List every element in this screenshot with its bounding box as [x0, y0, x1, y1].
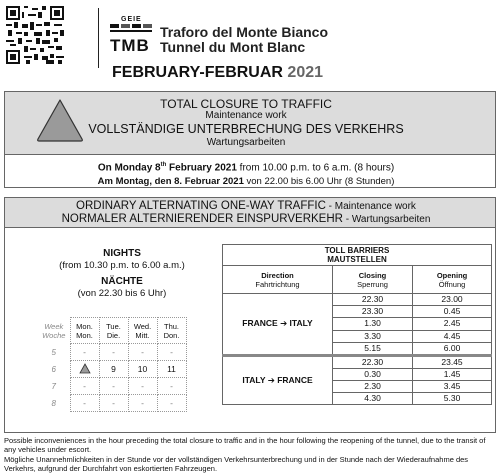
nights-title-en: NIGHTS — [103, 248, 141, 259]
toll-body — [223, 294, 492, 405]
closure-date-en-rest: from 10.00 p.m. to 6 a.m. (8 hours) — [236, 162, 395, 174]
toll-opening-time: 0.45 — [413, 306, 492, 318]
header-divider — [98, 8, 99, 68]
title-italian: Traforo del Monte Bianco — [160, 24, 329, 40]
day-label-de: Die. — [106, 330, 121, 340]
nights-hours-de: (von 22.30 bis 6 Uhr) — [77, 288, 167, 299]
closure-title-en: TOTAL CLOSURE TO TRAFFIC — [160, 97, 332, 111]
toll-direction: FRANCE ➔ ITALY — [223, 294, 333, 356]
toll-closing-time: 2.30 — [333, 380, 413, 392]
calendar-cell: - — [128, 378, 157, 395]
closure-sub-de: Wartungsarbeiten — [206, 137, 286, 148]
month-heading — [112, 64, 323, 82]
toll-title-row — [223, 245, 492, 266]
month-label: FEBRUARY-FEBRUAR — [112, 64, 283, 81]
calendar-week-number: 5 — [51, 347, 56, 357]
toll-closing-time: 5.15 — [333, 342, 413, 355]
col-closing-de: Sperrung — [357, 279, 388, 289]
logo-tmb: TMB — [110, 36, 150, 55]
calendar-cell: 10 — [128, 361, 157, 378]
calendar-cell: - — [70, 395, 99, 412]
toll-opening-time: 3.45 — [413, 380, 492, 392]
calendar-row — [38, 378, 186, 395]
calendar-cell: - — [157, 344, 186, 361]
calendar-cell: - — [70, 344, 99, 361]
day-label-en: Tue. — [106, 321, 121, 331]
title-french: Tunnel du Mont Blanc — [160, 39, 306, 55]
toll-closing-time: 1.30 — [333, 318, 413, 330]
closure-title-de: VOLLSTÄNDIGE UNTERBRECHUNG DES VERKEHRS — [88, 122, 404, 136]
toll-title-en: TOLL BARRIERS — [324, 246, 390, 255]
closure-date-en-bold2: February 2021 — [166, 162, 237, 174]
toll-opening-time: 2.45 — [413, 318, 492, 330]
calendar-cell: - — [128, 395, 157, 412]
day-label-de: Don. — [163, 330, 180, 340]
week-label-en: Week — [44, 321, 64, 331]
toll-table — [222, 244, 492, 405]
toll-closing-time: 22.30 — [333, 355, 413, 368]
calendar-week-number: 6 — [51, 364, 56, 374]
closure-date-en-bold: On Monday 8 — [97, 162, 161, 174]
col-opening — [413, 266, 492, 294]
toll-barriers — [222, 244, 492, 405]
toll-closing-time: 4.30 — [333, 393, 413, 405]
calendar-day-header — [128, 318, 157, 344]
calendar-day-header — [99, 318, 128, 344]
alternating-title-de — [0, 213, 492, 225]
toll-opening-time: 1.45 — [413, 368, 492, 380]
calendar-cell: 9 — [99, 361, 128, 378]
calendar-cell: - — [128, 344, 157, 361]
closure-sub-en: Maintenance work — [205, 110, 287, 121]
calendar-week-number: 7 — [51, 381, 56, 391]
closure-date-de-bold: Am Montag, den 8. Februar 2021 — [97, 176, 244, 187]
col-direction-de: Fahrtrichtung — [255, 279, 300, 289]
toll-direction: ITALY ➔ FRANCE — [223, 355, 333, 405]
closure-date-de-rest: von 22.00 bis 6.00 Uhr (8 Stunden) — [243, 176, 395, 187]
calendar-row — [38, 344, 186, 361]
col-opening-en: Opening — [436, 270, 468, 280]
toll-closing-time: 0.30 — [333, 368, 413, 380]
toll-closing-time: 3.30 — [333, 330, 413, 342]
toll-opening-time: 4.45 — [413, 330, 492, 342]
closure-date-en-sup: th — [160, 162, 167, 168]
qr-code-icon — [6, 6, 64, 64]
toll-opening-time: 6.00 — [413, 342, 492, 355]
col-closing — [333, 266, 413, 294]
calendar-cell: 11 — [157, 361, 186, 378]
warning-triangle-icon — [79, 363, 91, 374]
calendar-week-header — [38, 318, 70, 344]
calendar-header-row — [38, 318, 186, 344]
closure-date-en — [0, 162, 492, 173]
alternating-title-en-sub: - Maintenance work — [325, 201, 416, 212]
calendar-cell: - — [70, 378, 99, 395]
day-label-de: Mitt. — [135, 330, 150, 340]
alternating-title-en-main: ORDINARY ALTERNATING ONE-WAY TRAFFIC — [76, 200, 326, 212]
calendar-week-number: 8 — [51, 398, 56, 408]
nights-hours-en: (from 10.30 p.m. to 6.00 a.m.) — [59, 260, 185, 271]
toll-title-de: MAUTSTELLEN — [327, 255, 387, 264]
calendar-cell: - — [157, 395, 186, 412]
calendar-day-header — [70, 318, 99, 344]
calendar-row — [38, 361, 186, 378]
nights-title-de: NÄCHTE — [101, 276, 143, 287]
toll-row — [223, 294, 492, 306]
toll-closing-time: 22.30 — [333, 294, 413, 306]
day-label-en: Wed. — [133, 321, 152, 331]
calendar-cell: - — [99, 395, 128, 412]
toll-row — [223, 355, 492, 368]
footer-note-de: Mögliche Unannehmlichkeiten in der Stunde vor der vollständigen Verkehrsunterbrechung und in der Stunde nach der Wiederaufnahme des Verkehrs, aufgrund der Durchfahrt von eskortierten Fahrzeugen. — [4, 455, 469, 473]
toll-header-row — [223, 266, 492, 294]
toll-opening-time: 23.45 — [413, 355, 492, 368]
toll-closing-time: 23.30 — [333, 306, 413, 318]
col-closing-en: Closing — [358, 270, 387, 280]
calendar-cell: - — [99, 344, 128, 361]
col-direction-en: Direction — [261, 270, 294, 280]
toll-opening-time: 23.00 — [413, 294, 492, 306]
day-label-de: Mon. — [76, 330, 93, 340]
nights-calendar — [38, 317, 194, 412]
alternating-title-en — [0, 200, 492, 212]
footer-note-en: Possible inconveniences in the hour preceding the total closure to traffic and in the hour following the reopening of the tunnel, due to the transit of any vehicles under escort. — [4, 436, 486, 454]
calendar-cell: - — [99, 378, 128, 395]
week-label-de: Woche — [42, 330, 66, 340]
calendar-cell: - — [157, 378, 186, 395]
calendar-table — [38, 317, 187, 412]
toll-opening-time: 5.30 — [413, 393, 492, 405]
logo-graphic — [110, 24, 154, 34]
col-direction — [223, 266, 333, 294]
year-label: 2021 — [287, 64, 324, 81]
alternating-title-de-sub: - Wartungsarbeiten — [342, 214, 431, 225]
calendar-cell-closure — [70, 361, 99, 378]
calendar-day-header — [157, 318, 186, 344]
alternating-title-de-main: NORMALER ALTERNIERENDER EINSPURVERKEHR — [61, 213, 343, 225]
day-label-en: Thu. — [163, 321, 179, 331]
col-opening-de: Öffnung — [438, 279, 466, 289]
calendar-row — [38, 395, 186, 412]
closure-date-de — [0, 176, 492, 187]
day-label-en: Mon. — [76, 321, 93, 331]
logo-small-text: GEIE — [121, 16, 142, 23]
toll-title — [223, 245, 492, 266]
